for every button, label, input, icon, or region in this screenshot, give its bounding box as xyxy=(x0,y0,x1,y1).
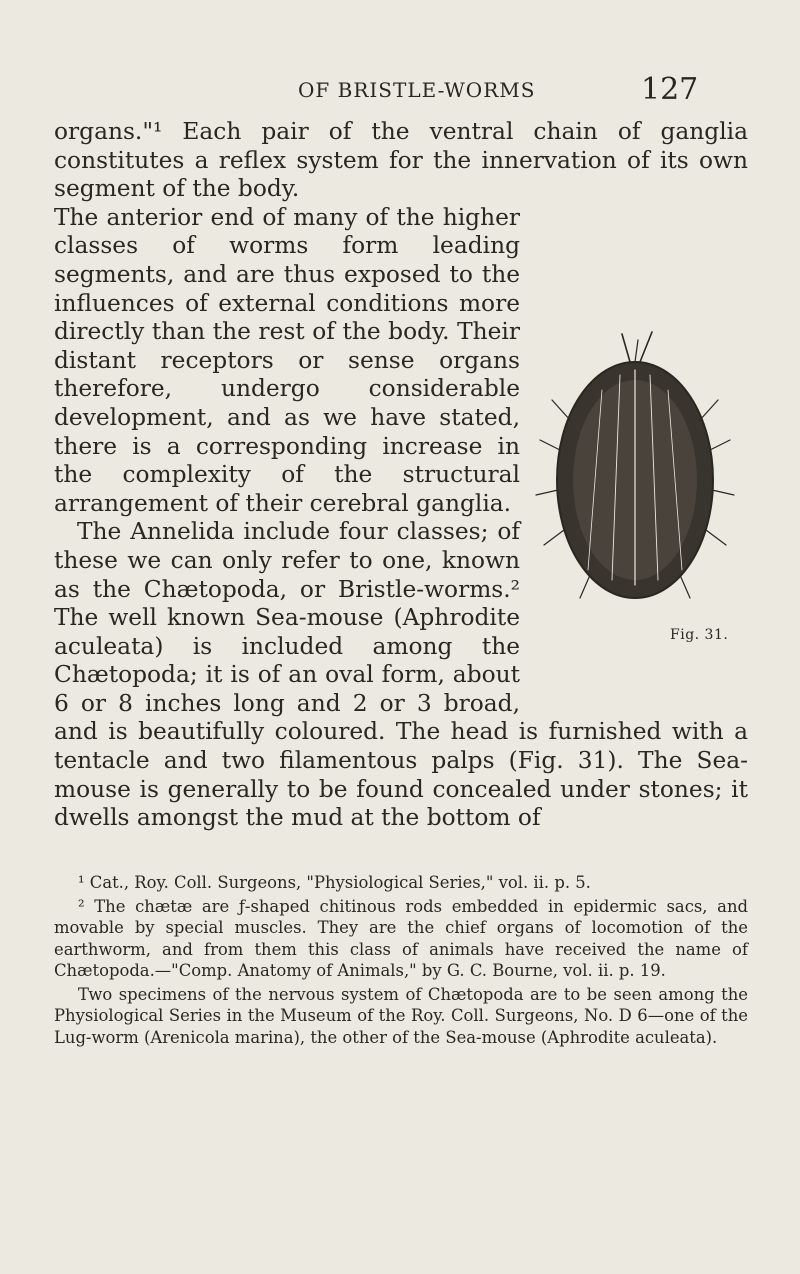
figure-31 xyxy=(530,210,748,700)
page-number: 127 xyxy=(641,72,699,107)
figure-caption: Fig. 31. xyxy=(670,626,729,643)
sea-mouse-illustration xyxy=(530,330,740,630)
paragraph-1: organs."¹ Each pair of the ventral chain of ganglia constitutes a reflex system for the innervation of its own segment of the body. xyxy=(54,118,748,203)
page-header xyxy=(0,72,800,112)
paragraph-3: The Annelida include four classes; of these we can only refer to one, known as the Chætopoda, or Bristle-worms.² The well known Sea-mouse (Aphrodite aculeata) is included among the Chætopoda; it is of an oval form, about 6 or 8 inches long and 2 or 3 broad, and is beautifully coloured. The head is furnished with a tentacle and two filamentous palps (Fig. 31). The Sea-mouse is generally to be found concealed under stones; it dwells amongst the mud at the bottom of xyxy=(54,518,748,832)
footnote-3: Two specimens of the nervous system of Chætopoda are to be seen among the Physiological Series in the Museum of the Roy. Coll. Surgeons, No. D 6—one of the Lug-worm (Arenicola marina), the other of the Sea-mouse (Aphrodite aculeata). xyxy=(54,984,748,1047)
footnote-1: ¹ Cat., Roy. Coll. Surgeons, "Physiological Series," vol. ii. p. 5. xyxy=(78,873,591,892)
body-text xyxy=(54,118,748,833)
running-title: OF BRISTLE-WORMS xyxy=(298,78,536,102)
footnote-2: ² The chætæ are ƒ-shaped chitinous rods embedded in epidermic sacs, and movable by special muscles. They are the chief organs of locomotion of the earthworm, and from them this class of animals have received the name of Chætopoda.—"Comp. Anatomy of Animals," by G. C. Bourne, vol. ii. p. 19. xyxy=(54,896,748,980)
paragraph-2: The anterior end of many of the higher classes of worms form leading segments, and are thus exposed to the influences of external conditions more directly than the rest of the body. Their distant receptors or sense organs therefore, undergo considerable development, and as we have stated, there is a corresponding increase in the complexity of the structural arrangement of their cerebral ganglia. xyxy=(54,203,520,517)
footnotes xyxy=(54,872,748,1050)
